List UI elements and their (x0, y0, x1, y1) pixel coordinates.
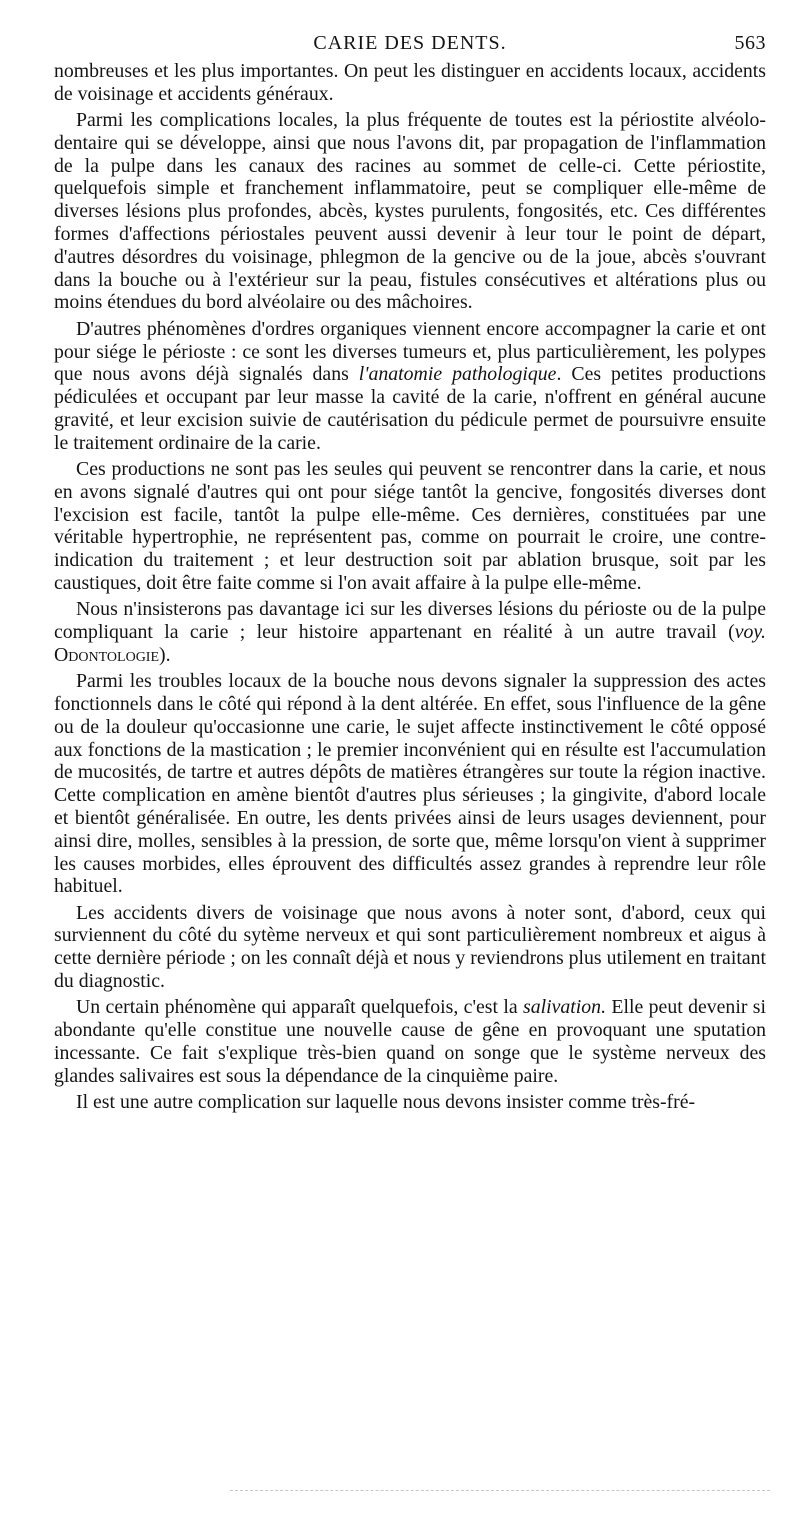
italic-text: voy. (734, 621, 766, 644)
paragraph (54, 670, 766, 898)
paragraph (54, 60, 766, 106)
body-text (54, 60, 766, 1114)
text-segment: Il est une autre complication sur laquelle nous devons insister comme très-fré- (76, 1091, 696, 1114)
paragraph (54, 902, 766, 993)
paragraph (54, 109, 766, 314)
small-caps-text: Odontologie (54, 643, 160, 666)
text-segment: . Ces petites productions pédiculées et occupant par leur masse la cavité de la carie, n'offrent en général aucune gravité, et leur excision suivie de cautérisation du pédicule permet de poursuivre ensuite le traitement ordinaire de la carie. (54, 363, 766, 454)
text-segment: ). (159, 643, 171, 666)
paragraph (54, 996, 766, 1087)
text-segment: Parmi les troubles locaux de la bouche nous devons signaler la suppression des actes fonctionnels dans le côté qui répond à la dent altérée. En effet, sous l'influence de la gêne ou de la douleur qu'occasionne une carie, le sujet affecte instinctivement le côté opposé aux fonctions de la mastication ; le premier inconvénient qui en résulte est l'accumulation de mucosités, de tartre et autres dépôts de matières étrangères sur toute la région inactive. Cette complication en amène bientôt d'autres plus sérieuses ; la gingivite, d'abord locale et bientôt généralisée. En outre, les dents privées ainsi de leurs usages deviennent, pour ainsi dire, molles, sensibles à la pression, de sorte que, même lorsqu'on vient à supprimer les causes morbides, elles éprouvent des difficultés assez grandes à reprendre leur rôle habituel. (54, 670, 766, 898)
running-title: CARIE DES DENTS. (313, 32, 507, 54)
bottom-smudge-line (230, 1490, 770, 1491)
paragraph (54, 598, 766, 666)
text-segment: Elle peut devenir si abondante qu'elle constitue une nouvelle cause de gêne en provoquant une sputation incessante. Ce fait s'explique très-bien quand on songe que le système nerveux des glandes salivaires est sous la dépendance de la cinquième paire. (54, 996, 766, 1087)
page-number: 563 (734, 32, 766, 54)
paragraph (54, 458, 766, 595)
page (54, 28, 766, 1117)
italic-text: salivation. (523, 996, 607, 1019)
text-segment: nombreuses et les plus importantes. On peut les distinguer en accidents locaux, accidents de voisinage et accidents généraux. (54, 60, 766, 105)
text-segment: Parmi les complications locales, la plus fréquente de toutes est la périostite alvéolo-dentaire qui se développe, ainsi que nous l'avons dit, par propagation de l'inflammation de la pulpe dans les canaux des racines au sommet de celle-ci. Cette périostite, quelquefois simple et franchement inflammatoire, peut se compliquer elle-même de diverses lésions plus profondes, abcès, kystes purulents, fongosités, etc. Ces différentes formes d'affections périostales peuvent aussi devenir à leur tour le point de départ, d'autres désordres du voisinage, phlegmon de la gencive ou de la joue, abcès s'ouvrant dans la bouche ou à l'extérieur sur la peau, fistules consécutives et altérations plus ou moins étendues du bord alvéolaire ou des mâchoires. (54, 109, 766, 314)
paragraph (54, 1091, 766, 1114)
text-segment: Les accidents divers de voisinage que nous avons à noter sont, d'abord, ceux qui surviennent du côté du sytème nerveux et qui sont particulièrement nombreux et aigus à cette dernière période ; on les connaît déjà et nous y reviendrons plus utilement en traitant du diagnostic. (54, 901, 766, 993)
text-segment: Ces productions ne sont pas les seules qui peuvent se rencontrer dans la carie, et nous en avons signalé d'autres qui ont pour siége tantôt la gencive, fongosités diverses dont l'excision est facile, tantôt la pulpe elle-même. Ces dernières, constituées par une véritable hypertrophie, ne représentent pas, comme on pourrait le croire, une contre-indication du traitement ; et leur destruction soit par ablation brusque, soit par les caustiques, doit être faite comme si l'on avait affaire à la pulpe elle-même. (54, 458, 766, 595)
running-head (54, 28, 766, 58)
text-segment: D'autres phénomènes d'ordres organiques viennent encore accompagner la carie et ont pour siége le périoste : ce sont les diverses tumeurs et, plus particulièrement, les polypes que nous avons déjà signalés dans (54, 317, 766, 386)
text-segment: Nous n'insisterons pas davantage ici sur les diverses lésions du périoste ou de la pulpe compliquant la carie ; leur histoire appartenant en réalité à un autre travail ( (54, 598, 766, 644)
paragraph (54, 318, 766, 455)
italic-text: l'anatomie pathologique (358, 363, 557, 386)
text-segment: Un certain phénomène qui apparaît quelquefois, c'est la (76, 996, 524, 1019)
